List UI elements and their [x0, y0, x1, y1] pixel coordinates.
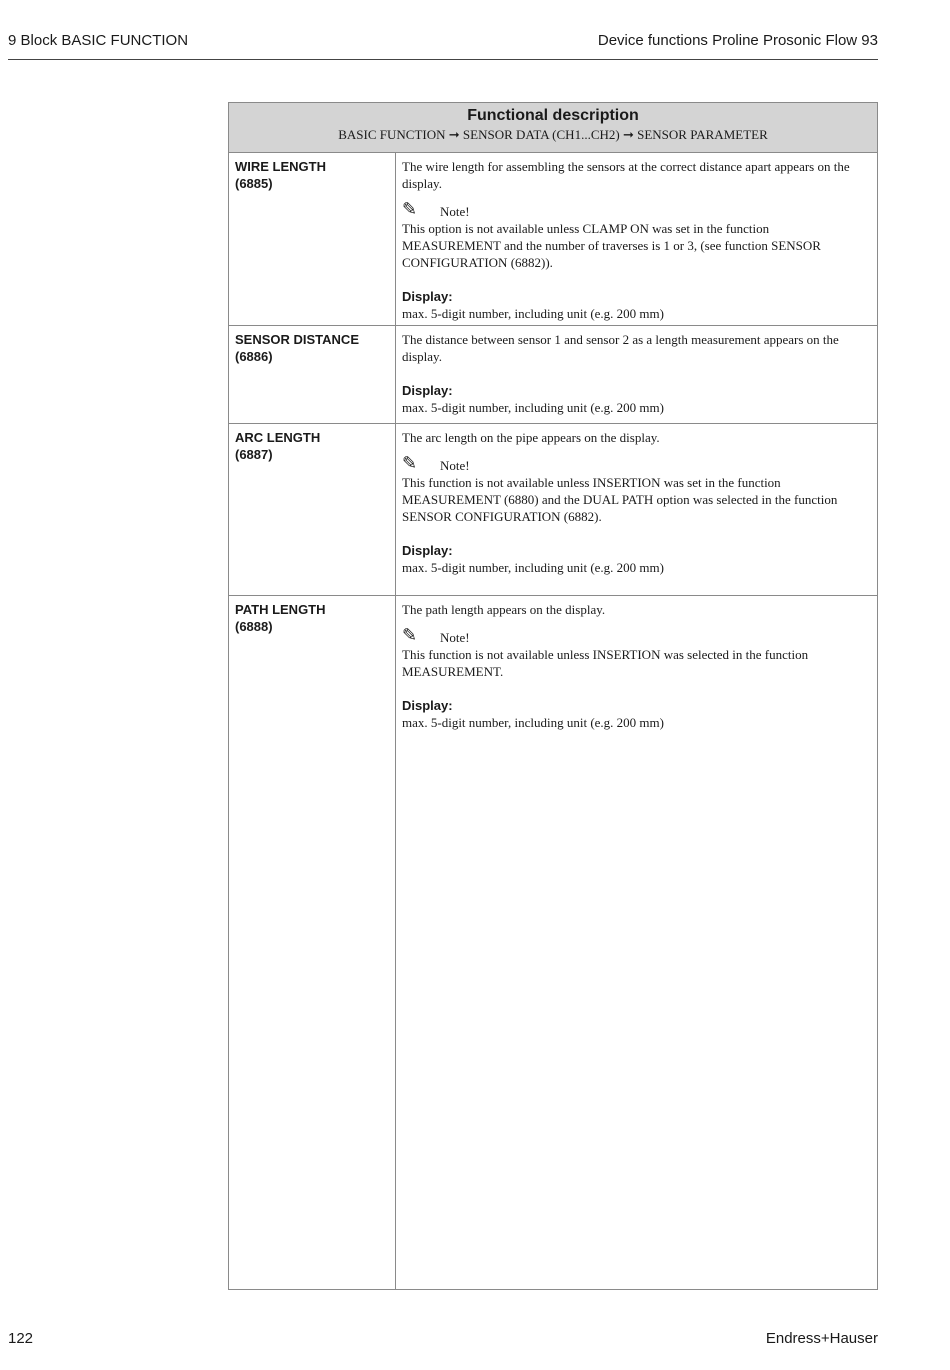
page-footer	[8, 1330, 878, 1354]
pencil-icon: ✎	[402, 625, 418, 646]
page-header	[8, 30, 878, 60]
note-text: This option is not available unless CLAMP ON was set in the function MEASUREMENT and the number of traverses is 1 or 3, (see function SENSOR CONFIGURATION (6882)).	[402, 221, 821, 270]
function-name: PATH LENGTH	[235, 602, 326, 617]
arrow-right-icon: ➞	[622, 128, 634, 143]
note-text: This function is not available unless INSERTION was selected in the function MEASUREMENT.	[402, 647, 809, 679]
menu-path	[229, 126, 877, 145]
table-title: Functional description	[467, 107, 639, 124]
path-part-basic-function: BASIC FUNCTION	[338, 127, 446, 142]
note-heading	[402, 450, 871, 474]
description-text: The distance between sensor 1 and sensor 2 as a length measurement appears on the display.	[402, 332, 839, 364]
arrow-right-icon: ➞	[448, 128, 460, 143]
display-label: Display:	[402, 383, 453, 398]
note-label: Note!	[440, 204, 470, 219]
function-code: (6888)	[235, 619, 273, 634]
note-text: This function is not available unless INSERTION was set in the function MEASUREMENT (6880) and the DUAL PATH option was selected in the function SENSOR CONFIGURATION (6882).	[402, 475, 838, 524]
function-name-cell	[229, 326, 396, 423]
display-label: Display:	[402, 698, 453, 713]
display-text: max. 5-digit number, including unit (e.g. 200 mm)	[402, 715, 664, 730]
display-text: max. 5-digit number, including unit (e.g. 200 mm)	[402, 306, 664, 321]
note-label: Note!	[440, 630, 470, 645]
table-row-arc-length	[229, 424, 877, 596]
pencil-icon: ✎	[402, 199, 418, 220]
table-row-sensor-distance	[229, 326, 877, 424]
function-name: SENSOR DISTANCE	[235, 332, 359, 347]
description-text: The path length appears on the display.	[402, 602, 606, 617]
function-name: WIRE LENGTH	[235, 159, 326, 174]
function-description-cell	[396, 326, 877, 423]
function-description-cell	[396, 596, 877, 1289]
brand-name: Endress+Hauser	[765, 1330, 878, 1347]
description-text: The wire length for assembling the sensors at the correct distance apart appears on the display.	[402, 159, 850, 191]
display-text: max. 5-digit number, including unit (e.g. 200 mm)	[402, 400, 664, 415]
description-text: The arc length on the pipe appears on the display.	[402, 430, 660, 445]
note-heading	[402, 622, 871, 646]
function-name-cell	[229, 153, 396, 325]
page-number: 122	[8, 1330, 34, 1347]
path-part-sensor-parameter: SENSOR PARAMETER	[637, 127, 768, 142]
function-description-cell	[396, 153, 877, 325]
path-part-sensor-data: SENSOR DATA (CH1...CH2)	[462, 127, 620, 142]
note-heading	[402, 196, 871, 220]
function-code: (6886)	[235, 349, 273, 364]
functional-description-table	[228, 102, 878, 1290]
document-title: Device functions Proline Prosonic Flow 93	[597, 32, 878, 49]
chapter-title: 9 Block BASIC FUNCTION	[8, 32, 189, 49]
table-row-wire-length	[229, 153, 877, 326]
display-text: max. 5-digit number, including unit (e.g. 200 mm)	[402, 560, 664, 575]
function-description-cell	[396, 424, 877, 595]
function-code: (6885)	[235, 176, 273, 191]
function-name-cell	[229, 596, 396, 1289]
function-name-cell	[229, 424, 396, 595]
table-header	[229, 103, 877, 153]
display-label: Display:	[402, 543, 453, 558]
pencil-icon: ✎	[402, 453, 418, 474]
note-label: Note!	[440, 458, 470, 473]
display-label: Display:	[402, 289, 453, 304]
function-code: (6887)	[235, 447, 273, 462]
function-name: ARC LENGTH	[235, 430, 321, 445]
table-row-path-length	[229, 596, 877, 1289]
